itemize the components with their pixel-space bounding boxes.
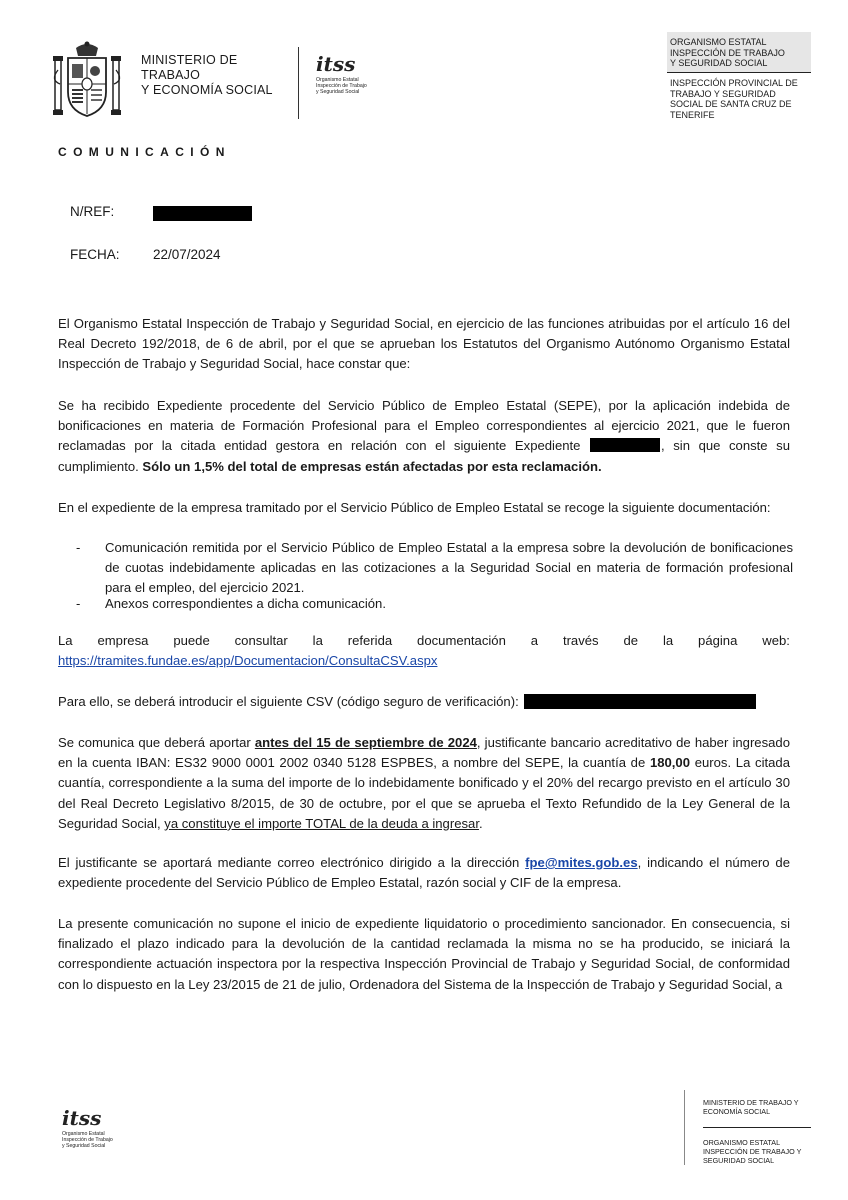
bullet-item: Comunicación remitida por el Servicio Público de Empleo Estatal a la empresa sobre la devolución de bonificaciones de cuotas indebidamente aplicadas en las cotizaciones a la Seguridad Social en materia de formación profesional para el empleo, del ejercicio 2021. — [105, 540, 793, 596]
word: empresa — [97, 633, 149, 648]
date-label: FECHA: — [70, 247, 120, 262]
payment-paragraph — [58, 733, 790, 834]
ministry-line: MINISTERIO DE — [141, 53, 238, 67]
word: web: — [762, 633, 790, 648]
itss-logo-word: itss — [316, 52, 356, 76]
footer-itss-sub-line: y Seguridad Social — [62, 1143, 106, 1149]
footer-itss-logo-word: itss — [62, 1106, 102, 1130]
province-line: TRABAJO Y SEGURIDAD — [670, 88, 776, 99]
email-text: , indicando el número de expediente procedente del Servicio Público de Empleo Estatal, razón social y CIF de la empresa. — [58, 855, 790, 891]
org-box-line: INSPECCIÓN DE TRABAJO — [670, 47, 785, 58]
payment-text: euros. La citada cuantía, correspondiente a la suma del importe de lo indebidamente bonificado y el 20% del recargo previsto en el artículo 30 del Real Decreto Legislativo 8/2015, de 30 de octubre, por el que se aprueba el Texto Refundido de la Ley General de la Seguridad Social, — [58, 755, 791, 831]
email-text: El justificante se aportará mediante correo electrónico dirigido a la dirección — [58, 855, 526, 870]
footer-org — [703, 1138, 803, 1165]
footer-itss-sub-line: Organismo Estatal — [62, 1131, 105, 1137]
footer-itss-logo — [62, 1108, 122, 1149]
province-line: TENERIFE — [670, 109, 715, 120]
payment-text: Se comunica que deberá aportar — [58, 735, 255, 750]
province-office — [670, 78, 810, 120]
footer-itss-sub-line: Inspección de Trabajo — [62, 1137, 113, 1143]
org-box-line: ORGANISMO ESTATAL — [670, 37, 767, 47]
ministry-name — [141, 53, 273, 98]
legal-paragraph: La presente comunicación no supone el inicio de expediente liquidatorio o procedimiento sancionador. En consecuencia, si finalizado el plazo indicado para la devolución de la cantidad reclamada la misma no se ha producido, se iniciará la correspondiente actuación inspectora por la respectiva Inspección Provincial de Trabajo y Seguridad Social, de conformidad con lo dispuesto en la Ley 23/2015 de 21 de julio, Ordenadora del Sistema de la Inspección de Trabajo y Seguridad Social, a — [58, 916, 790, 992]
province-line: INSPECCIÓN PROVINCIAL DE — [670, 78, 798, 88]
date-value: 22/07/2024 — [153, 247, 221, 262]
word: puede — [173, 633, 210, 648]
footer-ministry-line: MINISTERIO DE TRABAJO Y — [703, 1098, 799, 1107]
expediente-text-end: , sin que conste su cumplimiento. — [58, 438, 790, 474]
word: a — [530, 633, 539, 648]
itss-logo-sub-line: y Seguridad Social — [316, 89, 360, 95]
document-title: COMUNICACIÓN — [58, 145, 231, 159]
bullet-marker: - — [76, 540, 81, 555]
csv-consult-link[interactable]: https://tramites.fundae.es/app/Documentacion/ConsultaCSV.aspx — [58, 653, 438, 669]
word: La — [58, 633, 73, 648]
footer-org-line: SEGURIDAD SOCIAL — [703, 1156, 775, 1165]
csv-paragraph — [58, 692, 790, 712]
ministry-line: TRABAJO — [141, 68, 201, 82]
csv-text: Para ello, se deberá introducir el siguiente CSV (código seguro de verificación): — [58, 694, 519, 709]
word: de — [623, 633, 639, 648]
word: página — [698, 633, 738, 648]
payment-deadline: antes del 15 de septiembre de 2024 — [254, 735, 477, 750]
payment-amount: 180,00 — [649, 755, 691, 771]
expediente-redaction — [590, 438, 660, 452]
email-paragraph — [58, 853, 790, 893]
word: consultar — [234, 633, 288, 648]
word: la — [312, 633, 323, 648]
consult-paragraph — [58, 631, 790, 671]
province-line: SOCIAL DE SANTA CRUZ DE — [670, 99, 792, 109]
word: documentación — [417, 633, 506, 648]
word: la — [662, 633, 674, 648]
word: referida — [347, 633, 393, 648]
org-box-line: Y SEGURIDAD SOCIAL — [670, 58, 768, 68]
ref-redaction — [153, 206, 252, 221]
total-debt-note: ya constituye el importe TOTAL de la deuda a ingresar — [164, 815, 479, 831]
email-link[interactable]: fpe@mites.gob.es — [525, 855, 638, 870]
intro-paragraph: El Organismo Estatal Inspección de Trabajo y Seguridad Social, en ejercicio de las funciones atribuidas por el artículo 16 del Real Decreto 192/2018, de 6 de abril, por el que se aprueban los Estatutos del Organismo Autónomo Organismo Estatal Inspección de Trabajo y Seguridad Social, hace constar que: — [58, 316, 790, 372]
itss-logo-sub-line: Inspección de Trabajo — [316, 83, 367, 89]
coat-of-arms-icon — [52, 40, 122, 120]
ministry-line: Y ECONOMÍA SOCIAL — [141, 83, 273, 97]
consult-line — [58, 631, 790, 651]
itss-logo-sub-line: Organismo Estatal — [316, 77, 359, 83]
bullet-item: Anexos correspondientes a dicha comunicación. — [105, 596, 386, 611]
footer-divider-vertical — [684, 1090, 685, 1165]
footer-divider — [703, 1127, 811, 1128]
footer-ministry — [703, 1098, 803, 1116]
expediente-paragraph — [58, 396, 790, 477]
footer-org-line: ORGANISMO ESTATAL — [703, 1138, 781, 1147]
affected-companies-note: Sólo un 1,5% del total de empresas están afectadas por esta reclamación. — [142, 458, 602, 474]
footer-org-line: INSPECCIÓN DE TRABAJO Y — [703, 1147, 802, 1156]
ref-label: N/REF: — [70, 204, 115, 219]
itss-logo — [316, 54, 376, 95]
payment-text: . — [478, 815, 483, 831]
documentation-intro: En el expediente de la empresa tramitado por el Servicio Público de Empleo Estatal se recoge la siguiente documentación: — [58, 500, 771, 515]
word: través — [562, 633, 599, 648]
header-divider — [298, 47, 299, 119]
bullet-marker: - — [76, 596, 81, 611]
org-box-text — [670, 37, 808, 69]
payment-text: , justificante bancario acreditativo de haber ingresado en la cuenta IBAN: ES32 9000 0001 2002 0340 5128 ESPBES, a nombre del SEPE, la cuantía de — [58, 735, 790, 771]
footer-ministry-line: ECONOMÍA SOCIAL — [703, 1107, 771, 1116]
expediente-text: Se ha recibido Expediente procedente del Servicio Público de Empleo Estatal (SEPE), por la aplicación indebida de bonificaciones en materia de Formación Profesional para el Empleo correspondientes al ejercicio 2021, que le fueron reclamadas por la citada entidad gestora en relación con el siguiente Expediente — [58, 398, 790, 454]
csv-redaction — [524, 694, 756, 709]
